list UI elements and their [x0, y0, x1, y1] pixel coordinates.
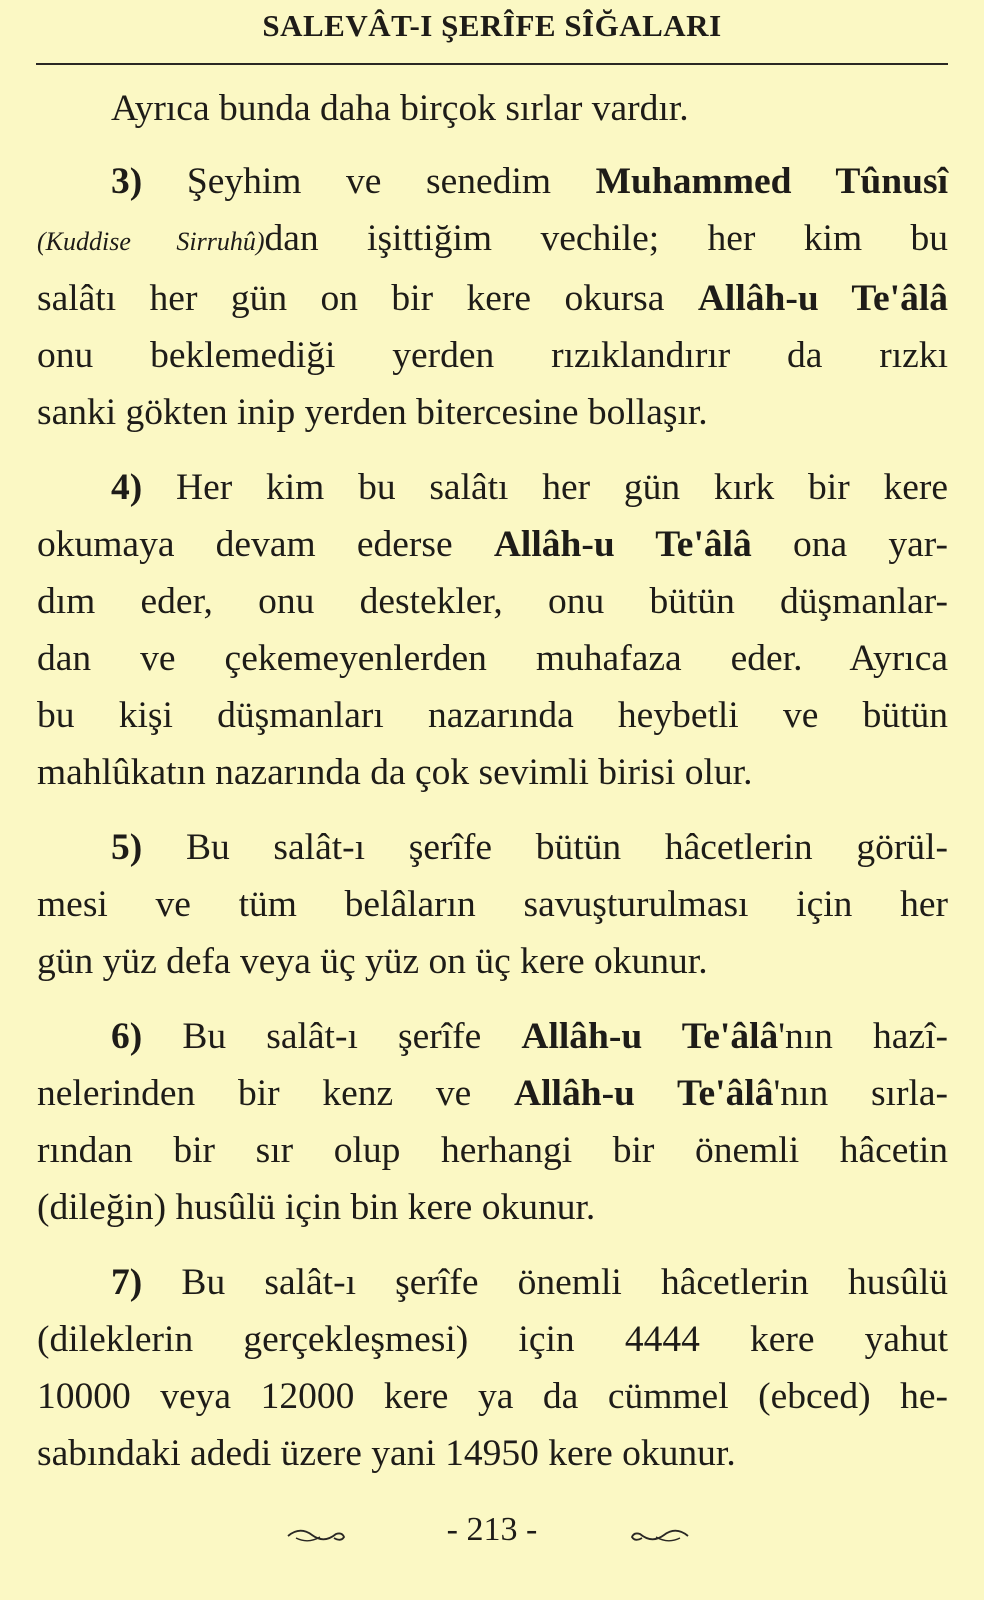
- right-ornament-icon: [630, 1524, 690, 1546]
- text-line: 6) Bu salât-ı şerîfe Allâh-u Te'âlâ'nın hazî-: [111, 1016, 948, 1057]
- paragraph-7: [37, 1254, 948, 1482]
- text-line: dım eder, onu destekler, onu bütün düşmanlar-: [37, 581, 948, 622]
- page-footer: [0, 1510, 984, 1560]
- text-line: onu beklemediği yerden rızıklandırır da rızkı: [37, 335, 948, 376]
- text-line: 5) Bu salât-ı şerîfe bütün hâcetlerin görül-: [111, 827, 948, 868]
- divine-name: Allâh-u Te'âlâ: [521, 1016, 779, 1057]
- text-line: dan ve çekemeyenlerden muhafaza eder. Ayrıca: [37, 638, 948, 679]
- text-line: (dileğin) husûlü için bin kere okunur.: [37, 1187, 596, 1228]
- item-number: 6): [111, 1016, 143, 1057]
- paragraph-4: [37, 459, 948, 801]
- text-line: mesi ve tüm belâların savuşturulması için her: [37, 884, 948, 925]
- text-line: Ayrıca bunda daha birçok sırlar vardır.: [111, 88, 689, 129]
- text-line: (Kuddise Sirruhû)dan işittiğim vechile; her kim bu: [37, 218, 949, 259]
- text-line: 7) Bu salât-ı şerîfe önemli hâcetlerin husûlü: [111, 1262, 948, 1303]
- text-line: rından bir sır olup herhangi bir önemli hâcetin: [37, 1130, 948, 1171]
- page-number: - 213 -: [446, 1511, 538, 1548]
- page-header-title: SALEVÂT-I ŞERÎFE SÎĞALARI: [262, 8, 722, 43]
- item-number: 7): [111, 1262, 143, 1303]
- text-line: gün yüz defa veya üç yüz on üç kere okunur.: [37, 941, 708, 982]
- paragraph-intro: [37, 80, 948, 137]
- text-line: 10000 veya 12000 kere ya da cümmel (ebced) he-: [37, 1376, 948, 1417]
- text-line: 3) Şeyhim ve senedim Muhammed Tûnusî: [111, 161, 948, 202]
- divine-name: Allâh-u Te'âlâ: [514, 1073, 774, 1114]
- text-line: sabındaki adedi üzere yani 14950 kere okunur.: [37, 1433, 736, 1474]
- item-number: 5): [111, 827, 143, 868]
- text-line: okumaya devam ederse Allâh-u Te'âlâ ona yar-: [37, 524, 948, 565]
- text-line: nelerinden bir kenz ve Allâh-u Te'âlâ'nın sırla-: [37, 1073, 948, 1114]
- paragraph-6: [37, 1008, 948, 1236]
- divine-name: Allâh-u Te'âlâ: [493, 524, 752, 565]
- text-line: bu kişi düşmanları nazarında heybetli ve bütün: [37, 695, 948, 736]
- text-line: mahlûkatın nazarında da çok sevimli birisi olur.: [37, 752, 753, 793]
- divine-name: Allâh-u Te'âlâ: [697, 278, 948, 319]
- paragraph-5: [37, 819, 948, 990]
- honorific: (Kuddise Sirruhû): [37, 227, 265, 256]
- text-line: salâtı her gün on bir kere okursa Allâh-u Te'âlâ: [37, 278, 948, 319]
- text-line: 4) Her kim bu salâtı her gün kırk bir kere: [111, 467, 948, 508]
- page-body: [37, 80, 948, 1500]
- person-name: Muhammed Tûnusî: [595, 161, 948, 202]
- item-number: 3): [111, 161, 143, 202]
- paragraph-3: [37, 153, 948, 441]
- header-rule: [36, 63, 948, 65]
- text-line: (dileklerin gerçekleşmesi) için 4444 kere yahut: [37, 1319, 948, 1360]
- text-line: sanki gökten inip yerden bitercesine bollaşır.: [37, 392, 708, 433]
- item-number: 4): [111, 467, 143, 508]
